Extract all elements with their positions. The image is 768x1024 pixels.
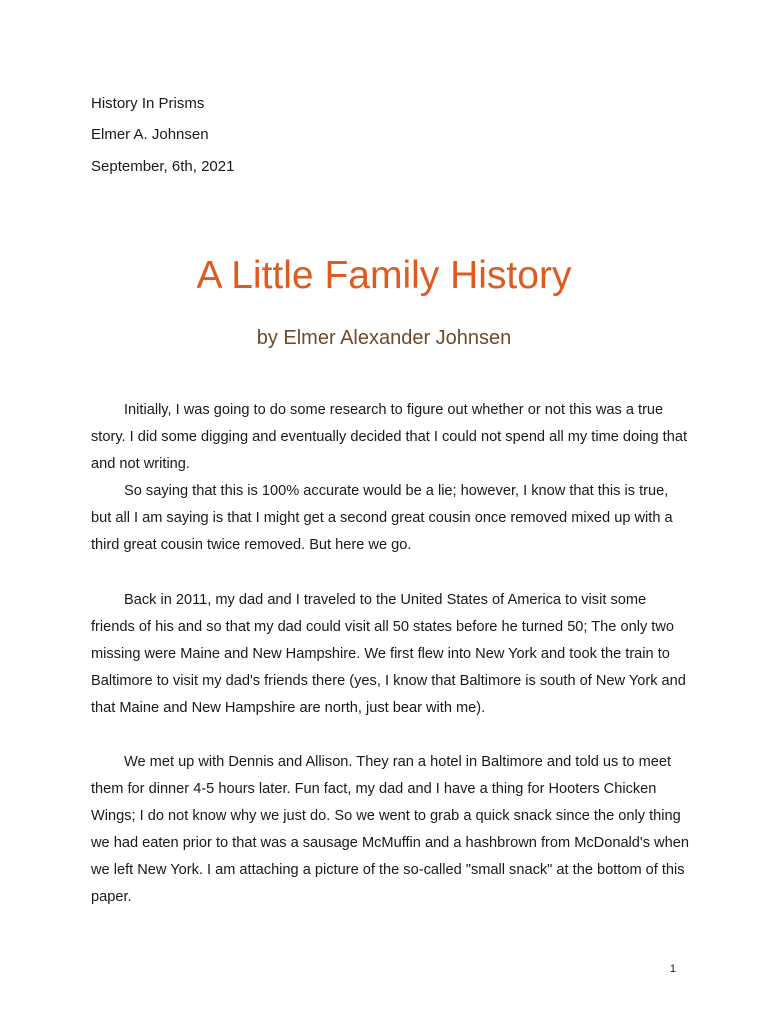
header-date: September, 6th, 2021 [91,158,235,175]
paragraph-group-dinner [91,749,691,911]
paragraph-4: We met up with Dennis and Allison. They ran a hotel in Baltimore and told us to meet them for dinner 4-5 hours later. Fun fact, my dad and I have a thing for Hooters Chicken Wings; I do not know why we just do. So we went to grab a quick snack since the only thing we had eaten prior to that was a sausage McMuffin and a hashbrown from McDonald's when we left New York. I am attaching a picture of the so-called "small snack" at the bottom of this paper. [91,754,689,905]
document-title: A Little Family History [196,254,572,297]
paragraph-1: Initially, I was going to do some research to figure out whether or not this was a true story. I did some digging and eventually decided that I could not spend all my time doing that and not writing. [91,402,687,472]
header-course: History In Prisms [91,95,205,112]
paragraph-3: Back in 2011, my dad and I traveled to the United States of America to visit some friends of his and so that my dad could visit all 50 states before he turned 50; The only two missing were Maine and New Hampshire. We first flew into New York and took the train to Baltimore to visit my dad's friends there (yes, I know that Baltimore is south of New York and that Maine and New Hampshire are north, just bear with me). [91,592,686,716]
document-byline: by Elmer Alexander Johnsen [256,327,512,349]
paragraph-group-trip [91,587,691,722]
page-number: 1 [669,963,676,975]
paragraph-group-intro [91,397,691,559]
paragraph-2: So saying that this is 100% accurate would be a lie; however, I know that this is true, but all I am saying is that I might get a second great cousin once removed mixed up with a third great cousin twice removed. But here we go. [91,483,673,553]
header-author: Elmer A. Johnsen [91,126,209,143]
